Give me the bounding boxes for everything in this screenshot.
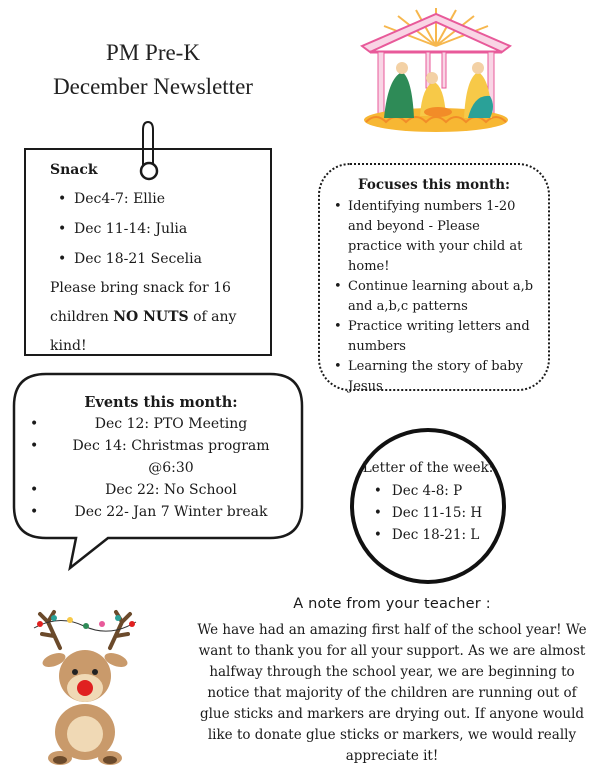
list-item: • Dec 18-21: L <box>374 524 482 546</box>
list-item: • Dec 11-15: H <box>374 502 482 524</box>
list-item: • Dec 12: PTO Meeting <box>30 413 292 435</box>
list-item: • Dec 4-8: P <box>374 480 482 502</box>
focuses-card <box>318 163 550 394</box>
snack-note-line-3: kind! <box>50 338 87 354</box>
letter-list <box>374 480 482 546</box>
list-item: • Dec 18-21 Secelia <box>58 244 260 274</box>
nativity-scene-illustration <box>356 6 516 136</box>
focuses-heading: Focuses this month: <box>358 177 510 193</box>
list-item: • Dec4-7: Ellie <box>58 184 260 214</box>
events-list <box>30 413 292 523</box>
title-line-2: December Newsletter <box>53 74 253 99</box>
snack-note-pre: children <box>50 309 114 325</box>
list-item: • Dec 14: Christmas program @6:30 <box>30 435 292 479</box>
reindeer-illustration <box>30 608 140 766</box>
list-item: • Practice writing letters and numbers <box>332 317 536 357</box>
events-heading: Events this month: <box>84 394 238 411</box>
focuses-list <box>332 197 536 397</box>
list-item: • Dec 22- Jan 7 Winter break <box>30 501 292 523</box>
paper-clip-pin-icon <box>133 120 163 186</box>
list-item: • Continue learning about a,b and a,b,c patterns <box>332 277 536 317</box>
snack-heading: Snack <box>50 162 98 178</box>
list-item: • Learning the story of baby Jesus <box>332 357 536 397</box>
list-item: • Identifying numbers 1-20 and beyond - Please practice with your child at home! <box>332 197 536 277</box>
letter-of-week-card <box>350 428 506 584</box>
snack-list <box>50 184 260 274</box>
list-item: • Dec 22: No School <box>30 479 292 501</box>
letter-heading: Letter of the week: <box>362 460 494 476</box>
no-nuts-warning: NO NUTS <box>113 309 189 325</box>
snack-note-line-1: Please bring snack for 16 <box>50 280 231 296</box>
title-line-1: PM Pre-K <box>106 40 200 65</box>
list-item: • Dec 11-14: Julia <box>58 214 260 244</box>
newsletter-title <box>18 36 288 104</box>
events-card <box>30 394 292 523</box>
teacher-note-heading: A note from your teacher : <box>293 596 491 612</box>
teacher-note-body: We have had an amazing first half of the school year! We want to thank you for all your support. As we are almost halfway through the school year, we are beginning to notice that majority of the children are running out of glue sticks and markers are drying out. If anyone would like to donate glue sticks or markers, we would really appreciate it! <box>197 622 587 764</box>
snack-note-post: of any <box>188 309 237 325</box>
snack-note-line-2 <box>50 303 260 332</box>
